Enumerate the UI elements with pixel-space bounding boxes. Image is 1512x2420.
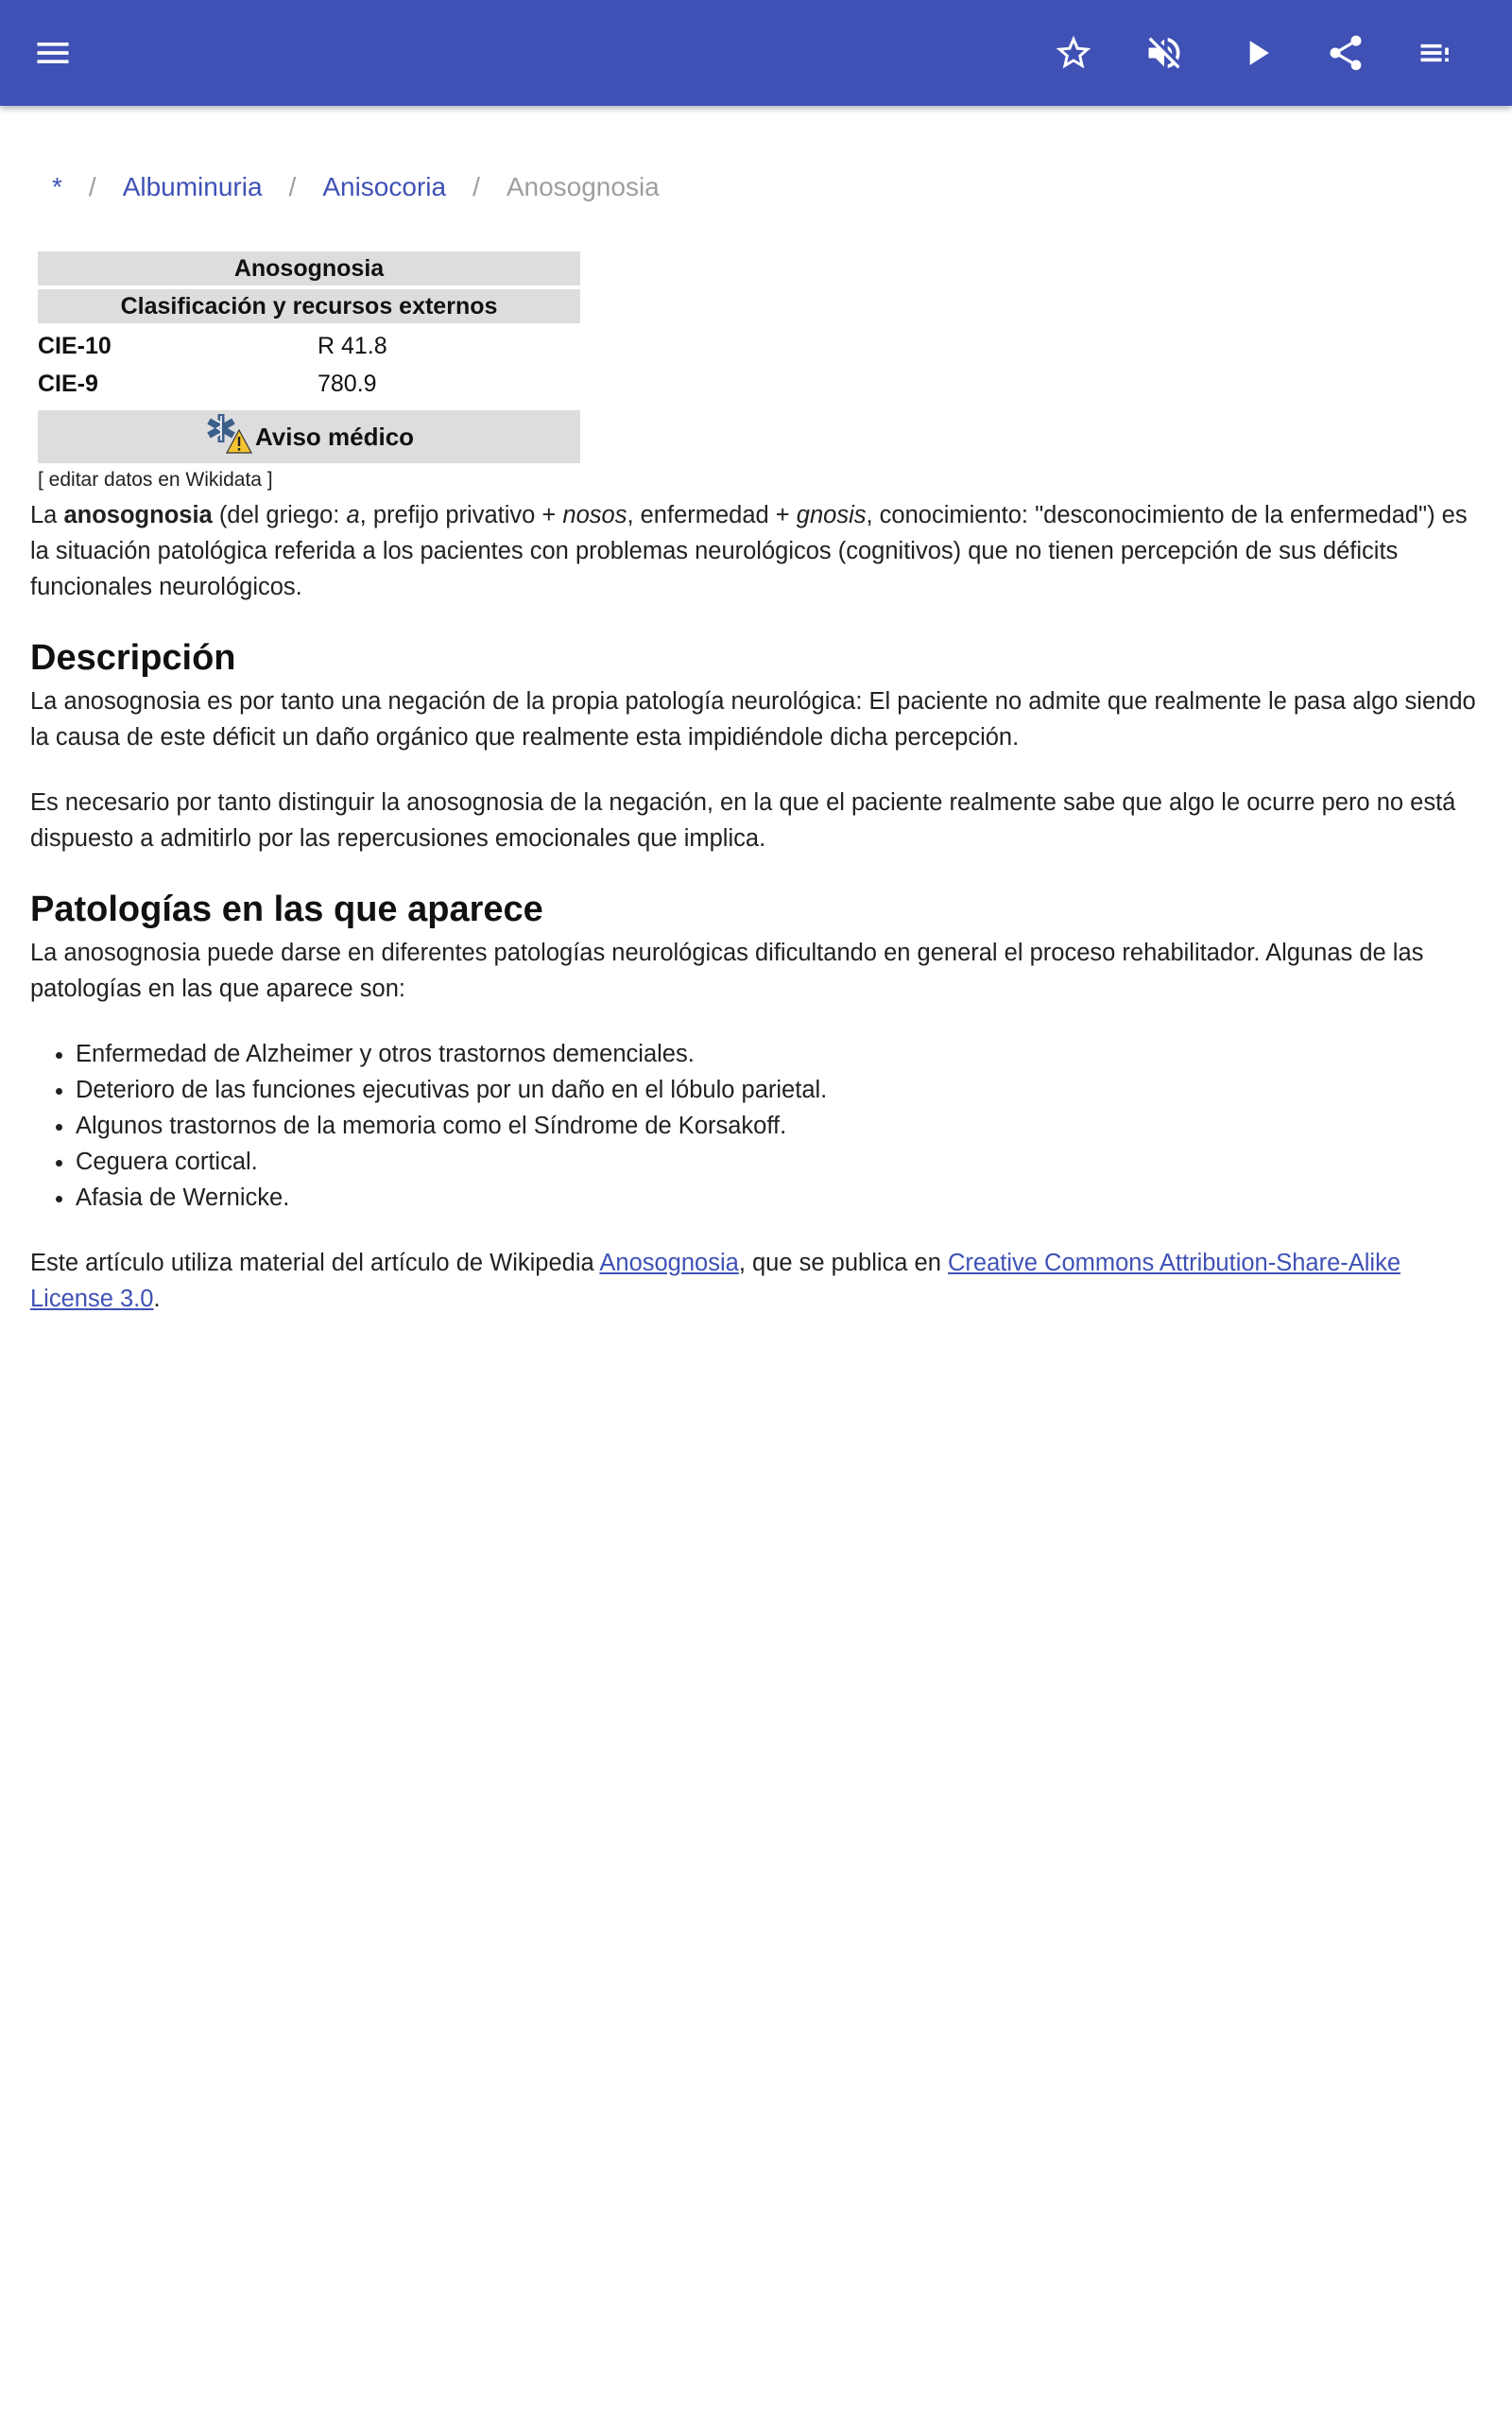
- medical-warning-label: Aviso médico: [254, 422, 415, 451]
- intro-italic: gnosis: [796, 502, 867, 528]
- infobox-row-cie10: [38, 327, 580, 365]
- article-body: [30, 497, 1486, 1346]
- infobox-key: CIE-10: [38, 333, 112, 359]
- infobox-title: Anosognosia: [38, 251, 580, 285]
- volume-off-icon[interactable]: [1138, 26, 1191, 79]
- wikipedia-article-link[interactable]: Anosognosia: [599, 1250, 739, 1276]
- section-heading-descripcion: Descripción: [30, 638, 236, 678]
- breadcrumb: [52, 168, 660, 206]
- intro-italic: a: [346, 502, 360, 528]
- intro-italic: nosos: [562, 502, 627, 528]
- section-paragraph: Es necesario por tanto distinguir la anosognosia de la negación, en la que el paciente realmente sabe que algo le ocurre pero no está dispuesto a admitirlo por las repercusiones emocionales que implica.: [30, 789, 1456, 852]
- pathology-list: [30, 1036, 1486, 1216]
- breadcrumb-item-albuminuria[interactable]: Albuminuria: [122, 172, 263, 201]
- playlist-icon[interactable]: [1410, 26, 1463, 79]
- list-item: • Afasia de Wernicke.: [76, 1180, 1486, 1216]
- infobox-subtitle: Clasificación y recursos externos: [38, 289, 580, 323]
- infobox-value: 780.9: [318, 371, 377, 397]
- list-item: • Deterioro de las funciones ejecutivas por un daño en el lóbulo parietal.: [76, 1072, 1486, 1108]
- intro-text: , enfermedad +: [627, 502, 797, 528]
- medical-warning-icon: [204, 411, 253, 455]
- intro-text: (del griego:: [212, 502, 347, 528]
- license-link[interactable]: Creative Commons Attribution-Share-Alike License 3.0: [30, 1250, 1401, 1312]
- menu-icon[interactable]: [26, 26, 79, 79]
- intro-text: , prefijo privativo +: [359, 502, 563, 528]
- list-item: • Algunos trastornos de la memoria como el Síndrome de Korsakoff.: [76, 1108, 1486, 1144]
- breadcrumb-separator: /: [288, 172, 297, 201]
- infobox-key: CIE-9: [38, 371, 98, 397]
- section-heading-patologias: Patologías en las que aparece: [30, 890, 543, 929]
- intro-text: La: [30, 502, 64, 528]
- attribution-text: Este artículo utiliza material del artículo de Wikipedia: [30, 1250, 600, 1276]
- breadcrumb-separator: /: [88, 172, 96, 201]
- infobox-row-cie9: [38, 365, 580, 403]
- attribution-paragraph: [30, 1245, 1486, 1317]
- intro-text: , conocimiento: "desconocimiento de la enfermedad") es la situación patológica referida a los pacientes con problemas neurológicos (cognitivos) que no tienen percepción de sus déficits funcionales neurológicos.: [30, 502, 1468, 600]
- share-icon[interactable]: [1319, 26, 1372, 79]
- medical-warning[interactable]: [38, 410, 580, 463]
- intro-paragraph: [30, 497, 1486, 605]
- star-icon[interactable]: [1047, 26, 1100, 79]
- breadcrumb-current: Anosognosia: [506, 172, 660, 201]
- infobox: [38, 251, 580, 492]
- list-item: • Enfermedad de Alzheimer y otros trastornos demenciales.: [76, 1036, 1486, 1072]
- breadcrumb-separator: /: [472, 172, 480, 201]
- edit-wikidata-link[interactable]: [ editar datos en Wikidata ]: [38, 469, 273, 491]
- section-paragraph: La anosognosia puede darse en diferentes patologías neurológicas dificultando en general el proceso rehabilitador. Algunas de las patologías en las que aparece son:: [30, 940, 1424, 1002]
- breadcrumb-item-anisocoria[interactable]: Anisocoria: [322, 172, 447, 201]
- section-paragraph: La anosognosia es por tanto una negación de la propia patología neurológica: El paciente no admite que realmente le pasa algo siendo la causa de este déficit un daño orgánico que realmente esta impidiéndole dicha percepción.: [30, 688, 1476, 751]
- breadcrumb-root[interactable]: *: [52, 172, 62, 201]
- intro-term: anosognosia: [63, 502, 213, 528]
- app-bar: [0, 0, 1512, 106]
- attribution-text: , que se publica en: [738, 1250, 948, 1276]
- attribution-text: .: [153, 1286, 161, 1312]
- list-item: • Ceguera cortical.: [76, 1144, 1486, 1180]
- infobox-value: R 41.8: [318, 333, 387, 359]
- play-icon[interactable]: [1230, 26, 1283, 79]
